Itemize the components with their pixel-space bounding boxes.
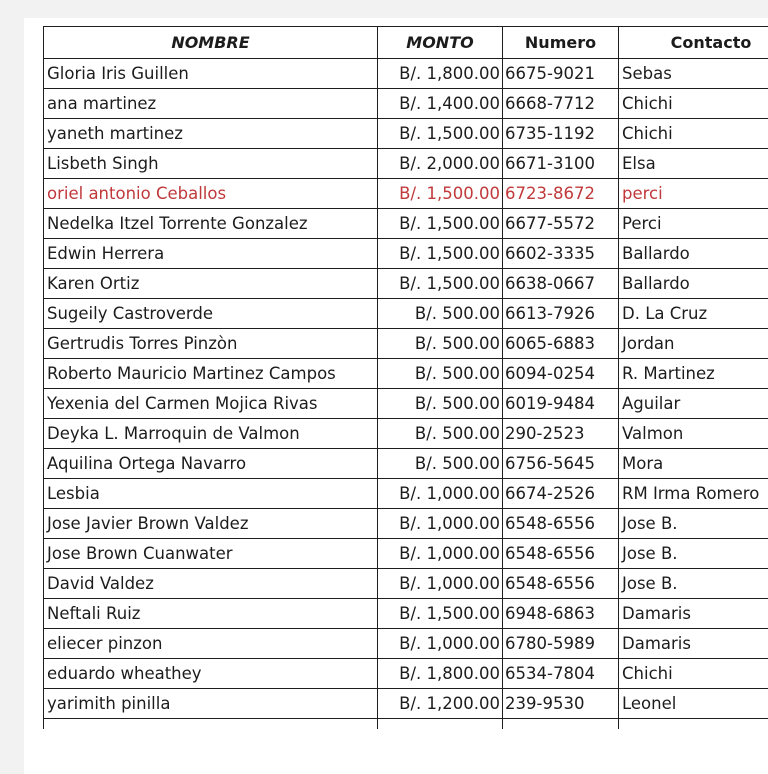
cell-nombre: Gertrudis Torres Pinzòn (44, 329, 378, 359)
table-row (44, 299, 768, 329)
table-row (44, 629, 768, 659)
cell-numero: 6756-5645 (503, 449, 619, 479)
cell-numero: 6613-7926 (503, 299, 619, 329)
cell-monto: B/. 1,000.00 (378, 569, 503, 599)
cell-numero: 239-9530 (503, 689, 619, 719)
cell-monto: B/. 1,000.00 (378, 539, 503, 569)
empty-cell (378, 719, 503, 730)
table-row (44, 89, 768, 119)
cell-nombre: Lesbia (44, 479, 378, 509)
cell-nombre: Nedelka Itzel Torrente Gonzalez (44, 209, 378, 239)
cell-nombre: Lisbeth Singh (44, 149, 378, 179)
cell-numero: 6674-2526 (503, 479, 619, 509)
cell-nombre: Edwin Herrera (44, 239, 378, 269)
cell-numero: 6019-9484 (503, 389, 619, 419)
cell-monto: B/. 500.00 (378, 389, 503, 419)
table-body (44, 59, 768, 730)
cell-contacto: Leonel (619, 689, 768, 719)
cell-nombre: Roberto Mauricio Martinez Campos (44, 359, 378, 389)
cell-monto: B/. 1,500.00 (378, 179, 503, 209)
header-contacto: Contacto (619, 27, 768, 59)
cell-numero: 6548-6556 (503, 569, 619, 599)
cell-monto: B/. 1,500.00 (378, 239, 503, 269)
table-row (44, 269, 768, 299)
header-row (44, 27, 768, 59)
table-row (44, 659, 768, 689)
cell-nombre: David Valdez (44, 569, 378, 599)
cell-numero: 6602-3335 (503, 239, 619, 269)
cell-nombre: yarimith pinilla (44, 689, 378, 719)
cell-contacto: Chichi (619, 659, 768, 689)
cell-contacto: Ballardo (619, 269, 768, 299)
table-row (44, 479, 768, 509)
loan-table (43, 26, 768, 729)
cell-contacto: Mora (619, 449, 768, 479)
cell-contacto: Aguilar (619, 389, 768, 419)
cell-contacto: Jose B. (619, 509, 768, 539)
cell-nombre: Yexenia del Carmen Mojica Rivas (44, 389, 378, 419)
cell-numero: 6065-6883 (503, 329, 619, 359)
table-row (44, 359, 768, 389)
cell-nombre: Sugeily Castroverde (44, 299, 378, 329)
table-row (44, 389, 768, 419)
cell-nombre: Neftali Ruiz (44, 599, 378, 629)
cell-monto: B/. 500.00 (378, 449, 503, 479)
table-row (44, 509, 768, 539)
table-row-cutoff (44, 719, 768, 730)
cell-contacto: R. Martinez (619, 359, 768, 389)
cell-nombre: yaneth martinez (44, 119, 378, 149)
cell-monto: B/. 2,000.00 (378, 149, 503, 179)
cell-monto: B/. 1,800.00 (378, 59, 503, 89)
cell-contacto: perci (619, 179, 768, 209)
cell-nombre: Deyka L. Marroquin de Valmon (44, 419, 378, 449)
cell-contacto: Damaris (619, 599, 768, 629)
cell-numero: 6638-0667 (503, 269, 619, 299)
table-row (44, 179, 768, 209)
cell-nombre: Karen Ortiz (44, 269, 378, 299)
table-row (44, 239, 768, 269)
table-row (44, 539, 768, 569)
cell-contacto: Damaris (619, 629, 768, 659)
cell-numero: 6534-7804 (503, 659, 619, 689)
empty-cell (44, 719, 378, 730)
cell-contacto: Jose B. (619, 539, 768, 569)
table-row (44, 59, 768, 89)
cell-nombre: Gloria Iris Guillen (44, 59, 378, 89)
header-nombre: NOMBRE (44, 27, 378, 59)
cell-numero: 6723-8672 (503, 179, 619, 209)
cell-contacto: RM Irma Romero (619, 479, 768, 509)
cell-monto: B/. 1,500.00 (378, 269, 503, 299)
cell-monto: B/. 1,400.00 (378, 89, 503, 119)
cell-numero: 6948-6863 (503, 599, 619, 629)
table-row (44, 419, 768, 449)
cell-nombre: Aquilina Ortega Navarro (44, 449, 378, 479)
cell-monto: B/. 500.00 (378, 419, 503, 449)
cell-numero: 6668-7712 (503, 89, 619, 119)
cell-numero: 6671-3100 (503, 149, 619, 179)
cell-nombre: ana martinez (44, 89, 378, 119)
cell-contacto: D. La Cruz (619, 299, 768, 329)
header-numero: Numero (503, 27, 619, 59)
table-row (44, 209, 768, 239)
cell-numero: 6094-0254 (503, 359, 619, 389)
cell-monto: B/. 1,000.00 (378, 629, 503, 659)
cell-numero: 290-2523 (503, 419, 619, 449)
cell-numero: 6735-1192 (503, 119, 619, 149)
cell-monto: B/. 500.00 (378, 329, 503, 359)
cell-contacto: Jose B. (619, 569, 768, 599)
cell-contacto: Sebas (619, 59, 768, 89)
cell-monto: B/. 1,000.00 (378, 479, 503, 509)
table-row (44, 689, 768, 719)
table-row (44, 329, 768, 359)
cell-contacto: Chichi (619, 119, 768, 149)
empty-cell (619, 719, 768, 730)
table-row (44, 599, 768, 629)
cell-nombre: Jose Javier Brown Valdez (44, 509, 378, 539)
cell-contacto: Elsa (619, 149, 768, 179)
cell-monto: B/. 1,500.00 (378, 119, 503, 149)
cell-numero: 6548-6556 (503, 509, 619, 539)
cell-numero: 6677-5572 (503, 209, 619, 239)
cell-monto: B/. 500.00 (378, 299, 503, 329)
cell-monto: B/. 500.00 (378, 359, 503, 389)
cell-contacto: Jordan (619, 329, 768, 359)
table-row (44, 119, 768, 149)
cell-monto: B/. 1,000.00 (378, 509, 503, 539)
table-row (44, 449, 768, 479)
table-row (44, 149, 768, 179)
cell-monto: B/. 1,800.00 (378, 659, 503, 689)
cell-monto: B/. 1,500.00 (378, 599, 503, 629)
cell-nombre: eliecer pinzon (44, 629, 378, 659)
table-row (44, 569, 768, 599)
cell-contacto: Perci (619, 209, 768, 239)
cell-numero: 6780-5989 (503, 629, 619, 659)
spreadsheet-page (24, 18, 768, 774)
cell-numero: 6548-6556 (503, 539, 619, 569)
cell-nombre: eduardo wheathey (44, 659, 378, 689)
cell-nombre: Jose Brown Cuanwater (44, 539, 378, 569)
cell-contacto: Ballardo (619, 239, 768, 269)
cell-contacto: Chichi (619, 89, 768, 119)
cell-contacto: Valmon (619, 419, 768, 449)
header-monto: MONTO (378, 27, 503, 59)
empty-cell (503, 719, 619, 730)
cell-monto: B/. 1,500.00 (378, 209, 503, 239)
cell-numero: 6675-9021 (503, 59, 619, 89)
cell-monto: B/. 1,200.00 (378, 689, 503, 719)
cell-nombre: oriel antonio Ceballos (44, 179, 378, 209)
